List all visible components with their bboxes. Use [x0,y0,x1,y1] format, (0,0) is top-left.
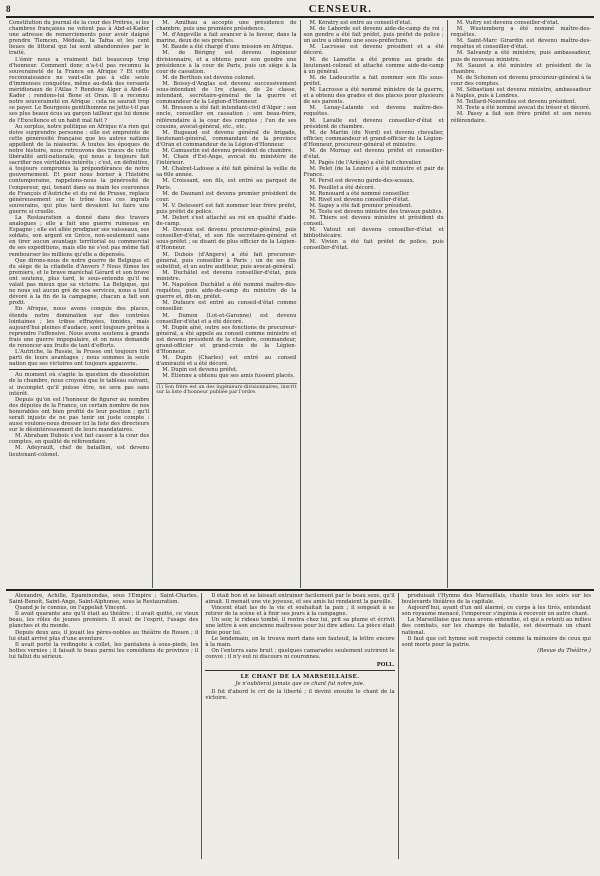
paragraph: L'Autriche, la Russie, la Prusse ont toujours tiré parti de leurs avantages ; nous sommes la seule nation que ses victoires ont toujours appauvrie. [9,349,150,368]
list-item: M. Wustemberg a été nommé maître-des-requêtes. [450,26,591,39]
paragraph: Depuis deux ans, il jouait les pères-nobles au théâtre de Rouen ; il lui était arrivé plus d'une aventure. [9,629,199,642]
paragraph: Que dirons-nous de notre guerre de Belgique et du siège de la citadelle d'Anvers ? Nous fûmes les premiers, et le brave maréchal Gérard et son brave ont soutenu, plus tard, le sous-entendu qu'il ne valait pas mieux que sa victoire. La Belgique, qui ne nous sut aucun gré de nos services, nous a tout dévoré à la fin de la campagne, chacun a fait son profit. [9,257,150,307]
list-item: M. Saint-Marc Girardin est devenu maître-des-requêtes et conseiller-d'état. [450,38,591,51]
list-item: M. de Bérigny est devenu ingénieur divisionnaire, et a obtenu pour son gendre une présidence à la cour de Paris, puis un siège à la cour de cassation. [156,50,297,75]
list-item: M. Teillard-Nozerolles est devenu président. [456,99,577,106]
paragraph: Il faut que cet hymne soit respecté comme la mémoire de ceux qui sont morts pour la patrie. [401,635,591,648]
list-item: M. Dubois (d'Angers) a été fait procureur-général, puis conseiller à Paris ; un de ses fils substitut, et un autre auditeur, puis avocat-général. [156,251,297,270]
list-item: M. Sébastiani est devenu ministre, ambassadeur à Naples, puis à Londres. [450,87,591,100]
paragraph: Vincent était las de la vie et souhaitait la paix ; il songeait à se retirer de la scène et à finir ses jours à la campagne. [205,605,395,618]
footnote: (1) Son frère est un des ingénieurs-divisionnaires, inscrit sur la liste d'honneur publiée par l'ordre. [156,384,297,396]
paragraph: produisait l'Hymne des Marseillais, chanté tous les soirs sur les boulevards théâtres de la capitale. [401,593,591,606]
list-item: M. Bugeaud est devenu général de brigade, lieutenant-général, commandant de la province d'Oran et commandeur de la Légion-d'Honneur. [156,129,297,148]
list-item: M. Salvandy a été ministre, puis ambassadeur, puis de nouveau ministre. [450,50,591,63]
list-item: M. Rivet est devenu conseiller-d'état. [309,196,410,203]
list-item: M. Pagès (de l'Ariège) a été fait chevalier. [309,160,422,167]
feuilleton-section [6,593,594,859]
list-item: M. Dufaure est entré au conseil-d'état comme conseiller. [156,300,297,313]
paragraph: Il avait porté la redingote à collet, les pantalons à sous-pieds, les bottes vernies ; il faisait le beau parmi les comédiens de province ; il lui fallut du sérieux. [9,641,199,660]
list-item: M. Lacrosse est devenu président et a été décoré. [303,44,444,57]
list-item: M. Lacrosse a été nommé ministre de la guerre, et a obtenu des grades et des places pour plusieurs de ses parents. [303,87,444,106]
column-5 [6,593,201,859]
list-item: M. d'Angeville a fait avancer à la faveur, dans la marine, deux de ses proches. [156,32,297,45]
list-item: M. de Schonen est devenu procureur-général à la cour des comptes. [450,74,591,87]
article-heading: LE CHANT DE LA MARSEILLAISE. [240,674,360,681]
list-item: M. Chalret-Lafosse a été fait général la veille de sa 60e année. [156,166,297,179]
paragraph: La Restauration a donné dans des travers analogues ; elle a fait une guerre ruineuse en Espagne ; elle est allée prodiguer ses vaisseaux, ses soldats, son argent en Grèce, non-seulement sans en tirer aucun avantage territorial ou commercial de ses expéditions, mais elle ne s'est pas même fait rembourser les millions qu'elle a dépensés. [9,215,150,258]
column-3 [300,20,447,588]
paragraph: Depuis qu'on est l'honneur de figurer au nombre des députés de la France, un certain nombre de nos honorables ont bien profité de leur position ; qu'il serait injuste de ne pas tenir un juste compte : aussi voulons-nous dresser ici la liste des directeurs sur le désintéressement de leurs mandataires. [9,396,150,434]
list-item: M. Passy a fait son frère préfet et son neveu référendaire. [450,111,591,124]
list-item: M. Croissant, son fils, est entré au parquet de Paris. [156,178,297,191]
list-item: M. Persil est devenu garde-des-sceaux. [309,178,415,185]
list-item: M. Lavalle est devenu conseiller-d'état et président de chambre. [303,117,444,130]
list-item: M. de Daunant est devenu premier président de cour. [156,190,297,203]
article-divider [205,670,394,671]
list-item: M. Camusetin est devenu président de chambre. [162,147,294,154]
column-6 [201,593,397,859]
paragraph: Il avait quarante ans qu'il était au théâtre ; il avait quitté, ce vieux beau, les rôles de jeunes premiers. Il avait de l'esprit, l'usage des planches et du monde. [9,611,199,630]
list-item: M. Devaux est devenu procureur-général, puis conseiller-d'état, et son fils secrétaire-général et sous-préfet ; se disant de plus officier de la Légion-d'Honneur. [156,227,297,252]
list-item: M. Chaix d'Est-Ange, avocat du ministère de l'intérieur. [156,154,297,167]
newspaper-title: CENSEUR. [308,3,372,15]
list-item: M. Sauzet a été ministre et président de la chambre. [450,62,591,75]
author-signature: POLL. [376,662,395,669]
list-item: M. V. Delessert est fait nommer leur frère préfet, puis préfet de police. [156,202,297,215]
upper-section [6,20,594,588]
list-item: M. Étienne a obtenu que ses amis fussent placés. [162,373,295,380]
paragraph: L'émir nous a vraiment fait beaucoup trop d'honneur. Comment donc n'a-t-il pas reconnu la souveraineté de la France en Afrique ? Et cette reconnaissance ne vaut-elle pas à elle seule d'immenses conquêtes, même au-delà des versants méridionaux de l'Atlas ? Rendons Alger à Abd-el-Kader ; rendons-lui Bone et Oran. Il a reconnu notre souveraineté en Afrique : cela ne saurait trop se payer. Le Bourgeois gentilhomme ne jette-t-il pas ses plus beaux écus au garçon tailleur qui lui donne de l'Excellence et un habit mal fait ? [9,56,150,124]
list-item: M. Dupin est devenu préfet. [162,367,238,374]
list-item: M. Teste est devenu ministre des travaux publics. [309,208,443,215]
masthead [6,3,594,15]
list-item: M. de Berthois est devenu colonel. [162,74,256,81]
list-item: M. Baude a été chargé d'une mission en Afrique. [162,44,294,51]
paragraph: Au moment où s'agite la question de dissolution de la chambre, nous croyons que le tableau suivant, si incomplet qu'il puisse être, ne sera pas sans intérêt. [9,372,150,397]
list-item: M. Pouillet a été décoré. [309,184,376,191]
paragraph: Constitution du journal de la cour des Prêtres, si les chambres françaises ne votent pas à Abd-el-Kader une adresse de remerciements pour avoir daigné prendre Tlemcen, Médéah, la Tafna et les cent lieues de littoral qui lui sont abandonnées par le traité. [9,20,150,57]
list-item: M. Duchâtel est devenu conseiller-d'état, puis ministre. [156,269,297,282]
paragraph: Alexandre, Achille, Épaminondas, sous l'Empire ; Saint-Charles, Saint-Benoît, Saint-Ange, Saint-Alphonse, sous la Restauration. [9,593,199,606]
paragraph: Le lendemain, on le trouva mort dans son fauteuil, la lettre encore à la main. [205,635,395,648]
paragraph: La Marseillaise que nous avons entendue, et qui a retenti au milieu des combats, sur les champs de bataille, est désormais un chant national. [401,617,591,636]
paragraph: En Afrique, nous avons conquis des places, étendu notre domination sur des contrées lointaines ; les tribus effrayées, timides, mais aujourd'hui pleines d'audace, sont toujours prêtes à reprendre l'offensive. Nous avons soutenu à grands frais une guerre impopulaire, et on nous demande de renoncer aux fruits de tant d'efforts. [9,306,150,349]
paragraph: Il était bon et se laissait entraîner facilement par le beau sexe, qu'il aimait. Il menait une vie joyeuse, et ses amis lui rendaient la pareille. [205,593,395,606]
column-1 [6,20,152,588]
list-item: M. Boissy-d'Anglas est devenu successivement sous-intendant de 1re classe, de 2e classe, intendant, secrétaire-général de la guerre et commandeur de la Légion-d'Honneur. [156,80,297,106]
column-7 [398,593,594,859]
list-item: M. Delort s'est attaché au roi en qualité d'aide-de-camp. [156,215,297,228]
list-item: M. Lenay-Lalande est devenu maître-des-requêtes. [303,105,444,118]
page-number: 8 [6,4,11,14]
list-item: M. Vuitry est devenu conseiller-d'état. [456,20,560,26]
source-citation: (Revue du Théâtre.) [537,647,591,654]
list-item: M. Vivien a été fait préfet de police, puis conseiller-d'état. [303,239,444,252]
list-item: M. Renouard a été nommé conseiller. [309,190,410,197]
list-item: M. de Laborde est devenu aide-de-camp du roi ; son gendre a été fait préfet, puis préfet de police ; un autre a obtenu une sous-préfecture. [303,26,444,45]
list-item: M. Sapey a été fait premier président. [309,202,413,209]
section-divider [9,369,149,370]
list-item: M. Kératry est entré au conseil-d'état. [309,20,412,26]
paragraph: M. Abraham Dubois s'est fait casser à la cour des comptes, en qualité de référendaire. [9,433,150,446]
list-item: M. de Lamotte a été promu au grade de lieutenant-colonel et attaché comme aide-de-camp à un général. [303,56,444,75]
list-item: M. Dupin aîné, outre ses fonctions de procureur-général, a été appelé au conseil comme ministre et est devenu président de la chambre, commandeur, grand-officier et grand-croix de la Légion-d'Honneur. [156,324,297,356]
list-item: M. Dupin (Charles) est entré au conseil d'amirauté et a été décoré. [156,355,297,368]
list-item: M. Bresson a été fait intendant-civil d'Alger ; son oncle, conseiller en cassation ; son beau-frère, référendaire à la cour des comptes ; l'un de ses cousins, avocat-général, etc., etc. [156,105,297,130]
list-item: M. Dumon (Lot-et-Garonne) est devenu conseiller-d'état et a été décoré. [156,312,297,325]
article-subtitle: Je n'oublierai jamais que ce chant fut notre joie. [235,681,365,688]
column-4 [447,20,594,588]
list-item: M. de Mornay est devenu préfet et conseiller-d'état. [303,147,444,161]
list-item: M. Napoléon Duchâtel a été nommé maître-des-requêtes, puis aide-de-camp du ministre de la guerre et, dit-on, préfet. [156,282,297,301]
list-item: M. Amilhau a accepté une présidence de chambre, puis une première présidence. [156,20,297,33]
paragraph: Quand je le connus, on l'appelait Vincent. [15,605,127,612]
column-2 [152,20,299,588]
list-item: M. de Martin (du Nord) est devenu chevalier, officier, commandeur et grand-officier de la Légion-d'Honneur, procureur-général et ministre. [303,129,444,148]
paragraph: M. Adeyrault, chef de bataillon, est devenu lieutenant-colonel. [9,445,150,458]
masthead-rule [6,16,594,18]
paragraph: On l'enterra sans bruit ; quelques camarades seulement suivirent le convoi ; il n'y eut ni discours ni couronnes. [205,647,395,660]
paragraph: Aujourd'hui, ayant d'un œil alarmé, ce corps à les tirés, entendant son royaume menacé, l'empereur s'ingénia à recevoir un autre chant. [401,605,591,618]
paragraph: Un soir, le rideau tombé, il rentra chez lui, prit sa plume et écrivit une lettre à son ancienne maîtresse pour lui dire adieu. La pièce était finie pour lui. [205,617,395,636]
paragraph: Au surplus, notre politique en Afrique n'a rien qui doive surprendre personne : elle est empreinte de cette générosité française que les autres nations appellent de la niaiserie. À toutes les époques de notre histoire, nous retrouvons des traces de cette libéralité anti-nationale, qui nous a toujours fait sacrifier nos véritables intérêts ; c'est, en définitive, à toujours compromis la prépondérance de notre gouvernement. Et pour nous borner à l'histoire contemporaine, rappelons-nous la générosité de l'empereur, qui, tenant dans sa main les couronnes de François d'Autriche et du roi de Prusse, replace généreusement sur le trône tous ces ingrats souverains, qui plus tard devaient lui faire une guerre si cruelle. [9,123,150,215]
list-item: M. Vatout est devenu conseiller-d'état et bibliothécaire. [303,227,444,240]
list-item: M. Thiers est devenu ministre et président du conseil. [303,215,444,228]
list-item: M. de Ladoucette a fait nommer son fils sous-préfet. [303,74,444,87]
list-item: M. Pelet (de la Lozère) a été ministre et pair de France. [303,166,444,179]
list-item: M. Teste a été nommé avocat du trésor et décoré. [456,105,591,112]
section-rule [6,589,594,591]
paragraph: Il fut d'abord le cri de la liberté ; il devint ensuite le chant de la victoire. [205,689,395,702]
